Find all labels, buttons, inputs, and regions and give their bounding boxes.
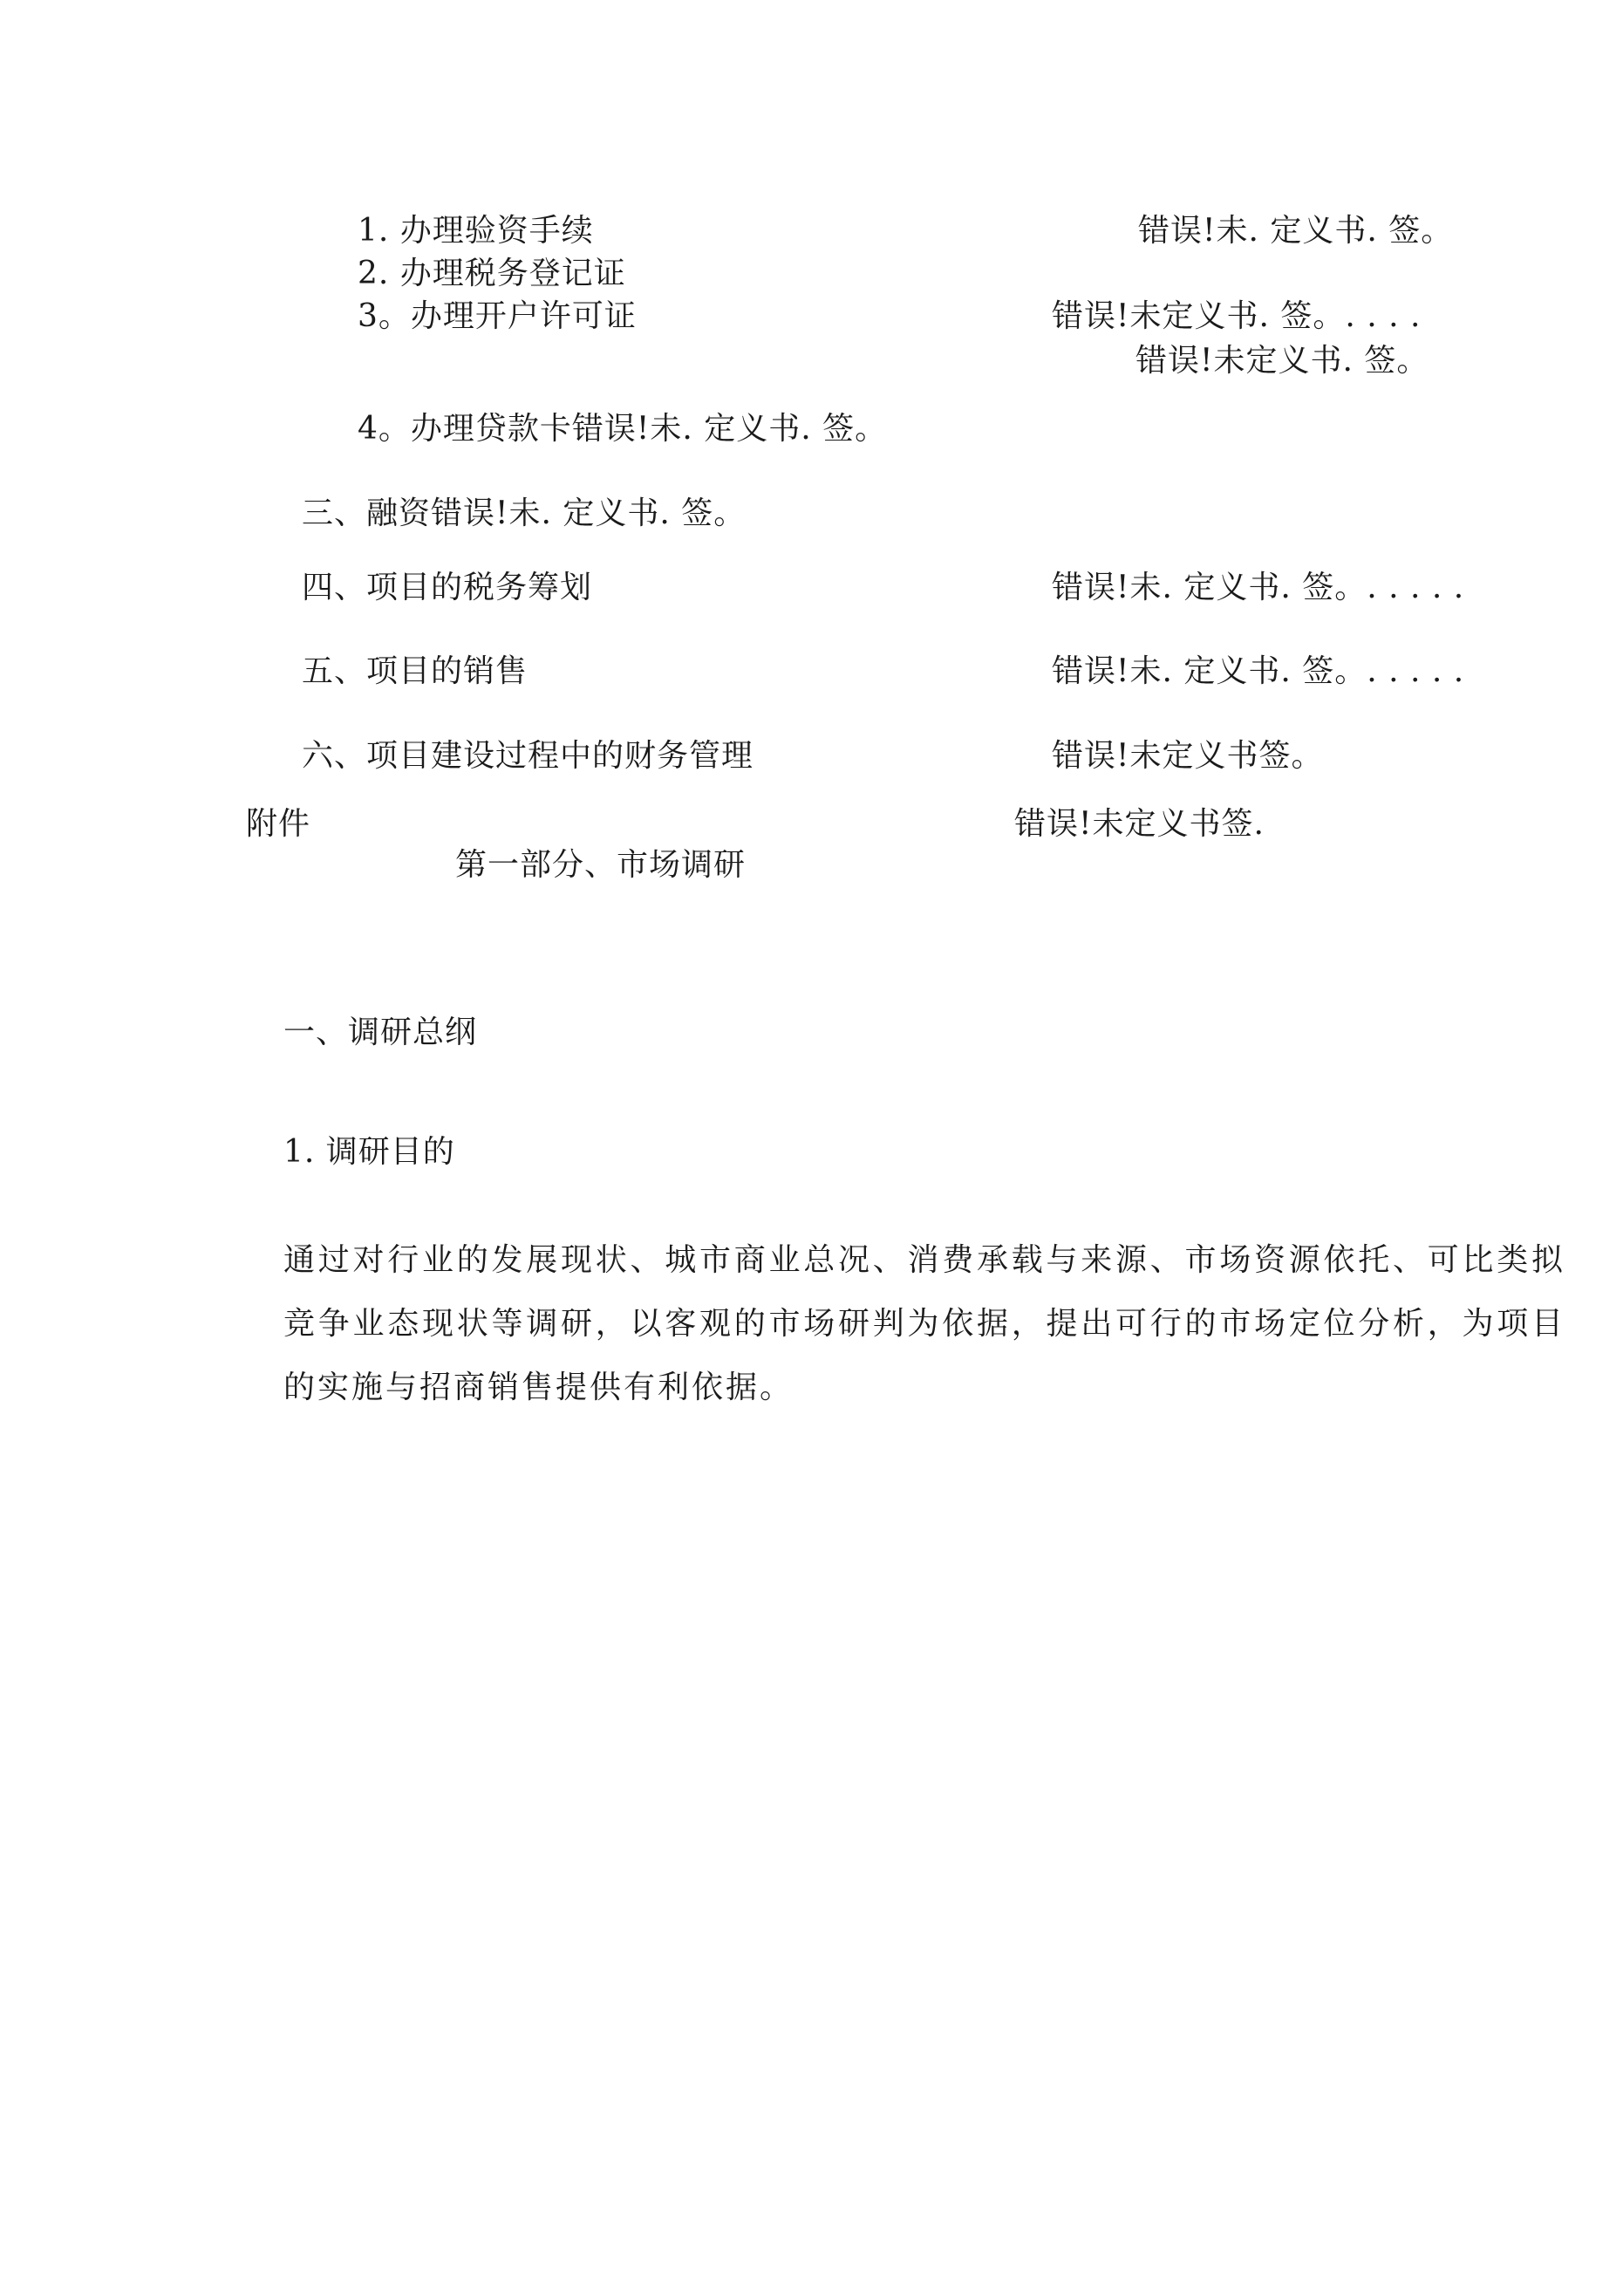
section-heading: 一、调研总纲 <box>283 1015 478 1050</box>
toc-section-6-ref: 错误!未定义书签。 <box>1052 738 1324 774</box>
toc-item-3-ref-continued: 错误!未定义书. 签。 <box>1135 343 1429 379</box>
toc-section-5-label[interactable]: 五、项目的销售 <box>302 653 528 689</box>
part-title: 第一部分、市场调研 <box>455 847 747 883</box>
toc-item-1-ref: 错误!未. 定义书. 签。 <box>1138 213 1454 249</box>
toc-appendix-label[interactable]: 附件 <box>246 806 311 842</box>
subsection-heading: 1. 调研目的 <box>283 1134 455 1170</box>
toc-item-4-label[interactable]: 4。办理贷款卡错误!未. 定义书. 签。 <box>358 411 888 447</box>
toc-item-2-label[interactable]: 2. 办理税务登记证 <box>358 256 626 291</box>
toc-appendix-ref: 错误!未定义书签. <box>1014 806 1265 842</box>
toc-item-3-label[interactable]: 3。办理开户许可证 <box>358 298 637 334</box>
body-paragraph: 通过对行业的发展现状、城市商业总况、消费承载与来源、市场资源依托、可比类拟竞争业态现状等调研，以客观的市场研判为依据，提出可行的市场定位分析，为项目的实施与招商销售提供有利依据。 <box>283 1242 1565 1405</box>
toc-section-4-label[interactable]: 四、项目的税务筹划 <box>302 570 593 605</box>
toc-section-5-ref: 错误!未. 定义书. 签。. . . . . <box>1052 653 1465 689</box>
toc-item-1-label[interactable]: 1. 办理验资手续 <box>358 213 594 249</box>
toc-item-3-ref: 错误!未定义书. 签。. . . . <box>1052 298 1422 334</box>
toc-section-4-ref: 错误!未. 定义书. 签。. . . . . <box>1052 570 1465 605</box>
toc-section-3-label[interactable]: 三、融资错误!未. 定义书. 签。 <box>302 495 747 531</box>
toc-section-6-label[interactable]: 六、项目建设过程中的财务管理 <box>302 738 754 774</box>
